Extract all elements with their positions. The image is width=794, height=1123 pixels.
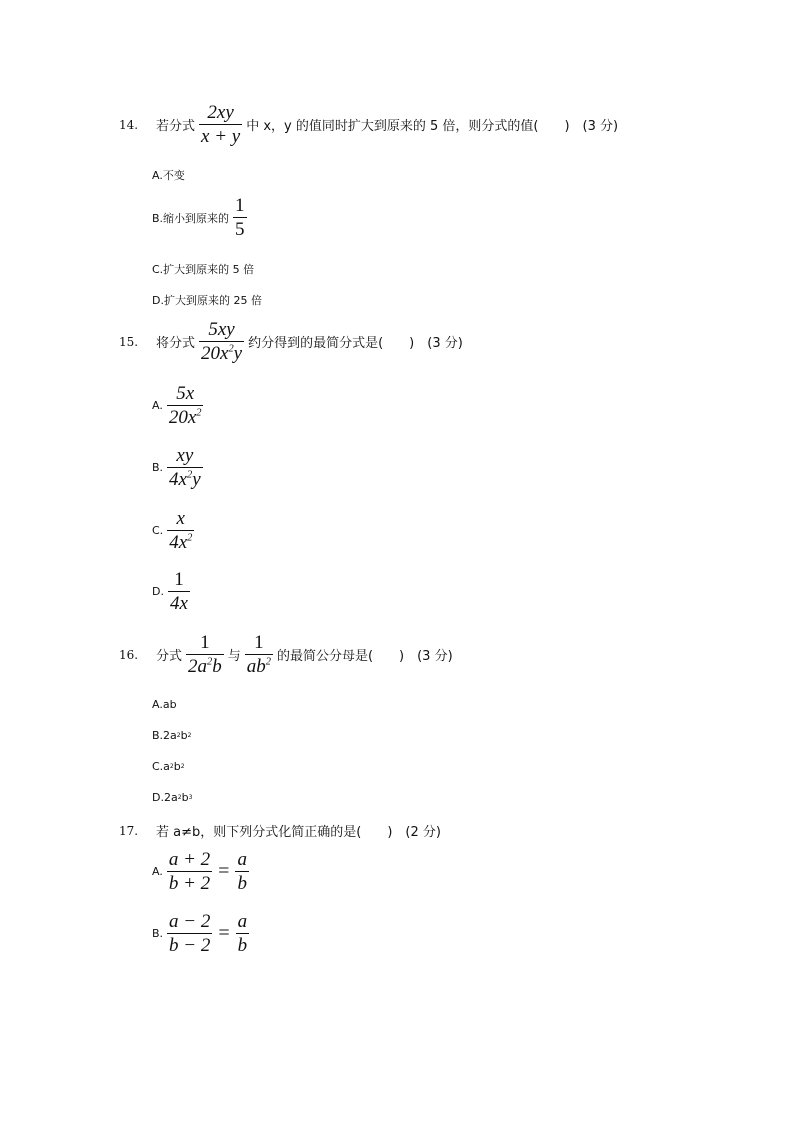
q14-option-b-fraction	[233, 196, 247, 239]
q17-b-equals: =	[218, 922, 230, 945]
q15-a-fraction: $\frac{5x}{20x^2}$	[168, 383, 202, 429]
q14-frac-den: x + y	[201, 126, 241, 148]
q15-c-label: C.	[152, 524, 164, 538]
q17-number: 17.	[119, 823, 139, 838]
q16-fraction-1: $\frac{1}{2a^2b}$	[188, 632, 222, 678]
q14-fraction	[199, 103, 242, 146]
q16-fraction-2: $\frac{1}{ab^2}$	[246, 632, 271, 678]
q17-a-equals: =	[218, 860, 230, 883]
q14-pre: 若分式	[156, 119, 196, 135]
q17-a-right-fraction: $\frac{a}{b}$	[237, 849, 247, 895]
q17-stem	[119, 821, 441, 840]
q15-number: 15.	[119, 334, 139, 349]
q14-option-b	[152, 196, 251, 239]
q16-option-d: D.2a 2 b 3	[152, 791, 193, 804]
q17-b-label: B.	[152, 927, 164, 941]
q14-frac-num: 2xy	[207, 102, 234, 123]
q16-option-a: A.ab	[152, 698, 177, 711]
q14-option-c: C.扩大到原来的 5 倍	[152, 263, 255, 276]
q15-frac-den: $20x^2y$	[201, 343, 243, 365]
q14-number: 14.	[119, 117, 139, 132]
q15-d-fraction: $\frac{1}{4x}$	[169, 569, 188, 615]
q17-option-a	[152, 850, 253, 893]
q16-post: 的最简公分母是( ) (3 分)	[276, 649, 453, 665]
q16-pre: 分式	[156, 649, 183, 665]
q17-b-right-fraction: $\frac{a}{b}$	[237, 911, 248, 957]
q14-post: 中 x，y 的值同时扩大到原来的 5 倍，则分式的值( ) (3 分)	[246, 119, 619, 135]
q16-option-c: C.a 2 b 2	[152, 760, 185, 773]
q15-b-fraction: $\frac{xy}{4x^2y}$	[169, 445, 201, 491]
q17-a-left-fraction: $\frac{a + 2}{b + 2}$	[168, 849, 211, 895]
q15-d-label: D.	[152, 585, 164, 599]
q15-option-a	[152, 384, 207, 427]
q15-post: 约分得到的最简分式是( ) (3 分)	[248, 336, 463, 352]
q14-stem	[119, 103, 618, 146]
q15-a-label: A.	[152, 399, 163, 413]
q16-number: 16.	[119, 647, 139, 662]
q14-option-a: A.不变	[152, 169, 185, 182]
q14-option-d: D.扩大到原来的 25 倍	[152, 294, 262, 307]
q17-a-label: A.	[152, 865, 163, 879]
q15-option-d	[152, 570, 194, 613]
q15-c-fraction: $\frac{x}{4x^2}$	[169, 508, 193, 554]
q15-fraction	[199, 320, 244, 363]
q14-b-num: 1	[235, 195, 245, 216]
q17-option-b	[152, 912, 253, 955]
q15-frac-num: 5xy	[208, 319, 235, 340]
q14-b-den: 5	[235, 219, 245, 241]
q16-option-b: B.2a 2 b 2	[152, 729, 192, 742]
q16-mid: 与	[227, 649, 241, 665]
q15-pre: 将分式	[156, 336, 196, 352]
q15-b-label: B.	[152, 461, 164, 475]
q16-stem	[119, 633, 453, 676]
q15-option-b	[152, 446, 207, 489]
q17-b-left-fraction: $\frac{a - 2}{b - 2}$	[169, 911, 211, 957]
q15-option-c	[152, 509, 198, 552]
q17-pre: 若 a≠b，则下列分式化简正确的是( ) (2 分)	[156, 825, 441, 840]
q14-option-b-text: B.缩小到原来的	[152, 211, 230, 225]
q15-stem	[119, 320, 463, 363]
